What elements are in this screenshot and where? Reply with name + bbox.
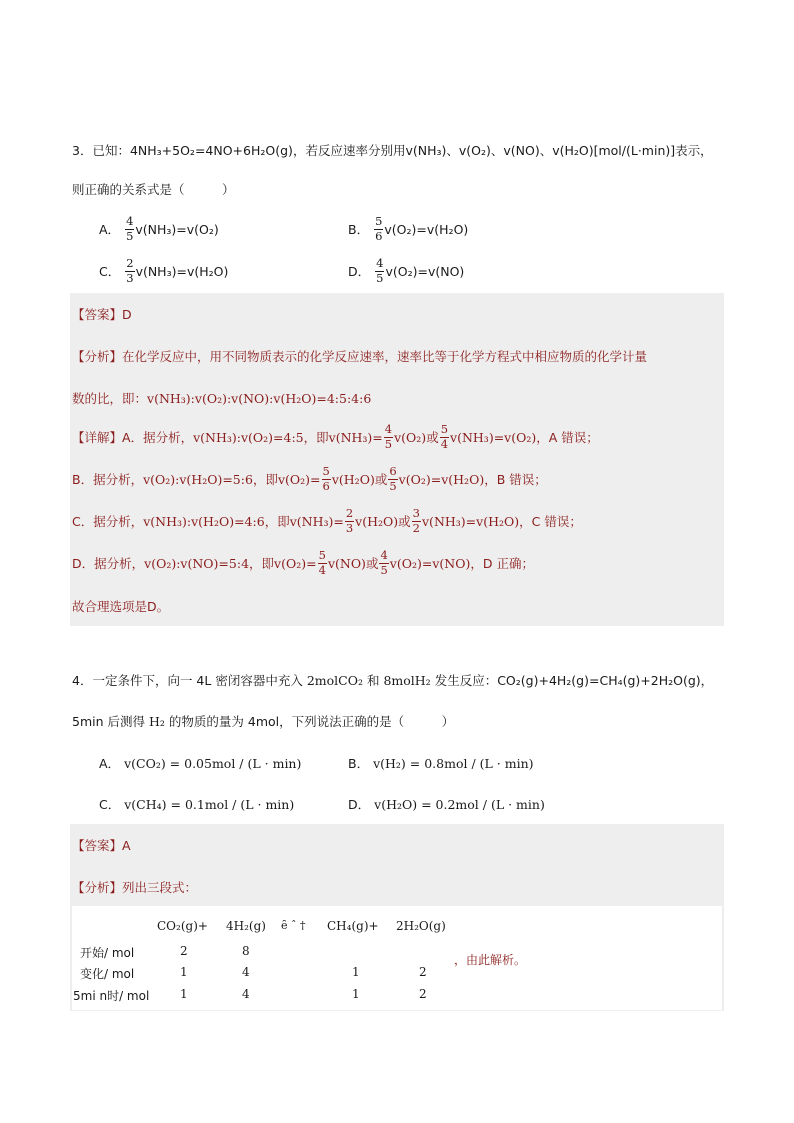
q3-stem-prefix: 3．已知： [72, 143, 130, 158]
table-header: 4H₂(g) [226, 919, 266, 933]
q3-answer-box [70, 293, 724, 626]
fraction: $\frac{4}{5}$ [384, 422, 393, 451]
q4-analysis-line: 【分析】 列出三段式： [72, 880, 198, 895]
table-row-label: 变化/ mol [80, 967, 135, 981]
q3-option-a[interactable]: A． $\frac{4}{5}$ v(NH₃)=v(O₂) [99, 214, 219, 243]
q4-answer-line [72, 836, 131, 854]
fraction: $\frac{4}{5}$ [380, 548, 388, 577]
q3-equation: 4NH₃+5O₂=4NO+6H₂O(g) [129, 142, 293, 158]
q3-stem-line2: 则正确的关系式是（ ） [72, 182, 235, 197]
answer-tag: 【答案】 [72, 838, 123, 853]
q4-stem-line2: 5min 后测得 H₂ 的物质的量为 4mol，下列说法正确的是（ ） [72, 713, 455, 729]
analysis-tag: 【分析】 [72, 349, 123, 364]
analysis-tag: 【分析】 [72, 880, 123, 895]
q4-table-tail: ，由此解析。 [454, 953, 527, 967]
q3-conclusion: 故合理选项是D。 [72, 599, 170, 614]
q3-detail-d: D．据分析， v(O₂):v(NO)=5:4 ，即 v(O₂)= $\frac{5}{4}$ v(NO) 或 $\frac{4}{5}$ v(O₂)=v(NO) ，D 正确； [72, 548, 534, 577]
fraction: $\frac{2}{3}$ [126, 256, 134, 285]
q3-option-b[interactable]: B． $\frac{5}{6}$ v(O₂)=v(H₂O) [348, 214, 469, 243]
table-header: CO₂(g)+ [157, 919, 208, 933]
q4-option-d[interactable]: D． v(H₂O) = 0.2mol / (L · min) [348, 796, 545, 812]
equilibrium-arrow-icon: ȇ ˆ † [281, 919, 306, 932]
q3-analysis-line1: 【分析】 在化学反应中，用不同物质表示的化学反应速率，速率比等于化学方程式中相应物质的化学计量 [72, 349, 648, 364]
fraction: $\frac{5}{4}$ [318, 548, 326, 577]
q4-option-c[interactable]: C． v(CH₄) = 0.1mol / (L · min) [99, 796, 295, 812]
q3-stem-suffix: 表示， [675, 143, 713, 158]
q3-stem-line1 [72, 141, 713, 159]
fraction: $\frac{5}{4}$ [440, 422, 449, 451]
q3-detail-a: 【详解】 A．据分析， v(NH₃):v(O₂)=4:5 ，即 v(NH₃)= $\frac{4}{5}$ v(O₂) 或 $\frac{5}{4}$ v(NH₃)=v(O₂) ，A 错误； [72, 422, 599, 451]
q3-answer: D [122, 306, 132, 322]
q3-rates: v(NH₃)、v(O₂)、v(NO)、v(H₂O)[mol/(L·min)] [405, 143, 676, 158]
q3-stem-mid: ，若反应速率分别用 [292, 143, 406, 158]
q4-stem-line1: 4．一定条件下，向一 4L 密闭容器中充入 2molCO₂ 和 8molH₂ 发生反应： CO₂(g)+4H₂(g)=CH₄(g)+2H₂O(g)， [72, 672, 714, 688]
fraction: $\frac{4}{5}$ [126, 214, 134, 243]
table-header: 2H₂O(g) [396, 919, 446, 933]
detail-tag: 【详解】 [72, 430, 123, 445]
q3-analysis-line2: 数的比，即： v(NH₃):v(O₂):v(NO):v(H₂O)=4:5:4:6 [72, 390, 372, 406]
q3-detail-c: C．据分析， v(NH₃):v(H₂O)=4:6 ，即 v(NH₃)= $\frac{2}{3}$ v(H₂O) 或 $\frac{3}{2}$ v(NH₃)=v(H₂O) ，C 错误； [72, 506, 582, 535]
q4-option-a[interactable]: A． v(CO₂) = 0.05mol / (L · min) [99, 755, 302, 771]
table-header: CH₄(g)+ [327, 919, 379, 933]
q4-answer: A [122, 837, 131, 853]
fraction: $\frac{2}{3}$ [345, 506, 354, 535]
q3-answer-line [72, 305, 132, 323]
q3-option-d[interactable]: D． $\frac{4}{5}$ v(O₂)=v(NO) [348, 256, 465, 285]
fraction: $\frac{5}{6}$ [322, 464, 330, 493]
table-row-label: 开始/ mol [80, 946, 135, 960]
fraction: $\frac{4}{5}$ [376, 256, 384, 285]
answer-tag: 【答案】 [72, 307, 123, 322]
table-row-label: 5mi n时/ mol [73, 989, 150, 1003]
fraction: $\frac{5}{6}$ [375, 214, 383, 243]
q3-option-c[interactable]: C． $\frac{2}{3}$ v(NH₃)=v(H₂O) [99, 256, 229, 285]
q3-detail-b: B．据分析， v(O₂):v(H₂O)=5:6 ，即 v(O₂)= $\frac{5}{6}$ v(H₂O) 或 $\frac{6}{5}$ v(O₂)=v(H₂O) ，B 错误； [72, 464, 547, 493]
q4-option-b[interactable]: B． v(H₂) = 0.8mol / (L · min) [348, 755, 534, 771]
fraction: $\frac{3}{2}$ [412, 506, 420, 535]
fraction: $\frac{6}{5}$ [389, 464, 397, 493]
